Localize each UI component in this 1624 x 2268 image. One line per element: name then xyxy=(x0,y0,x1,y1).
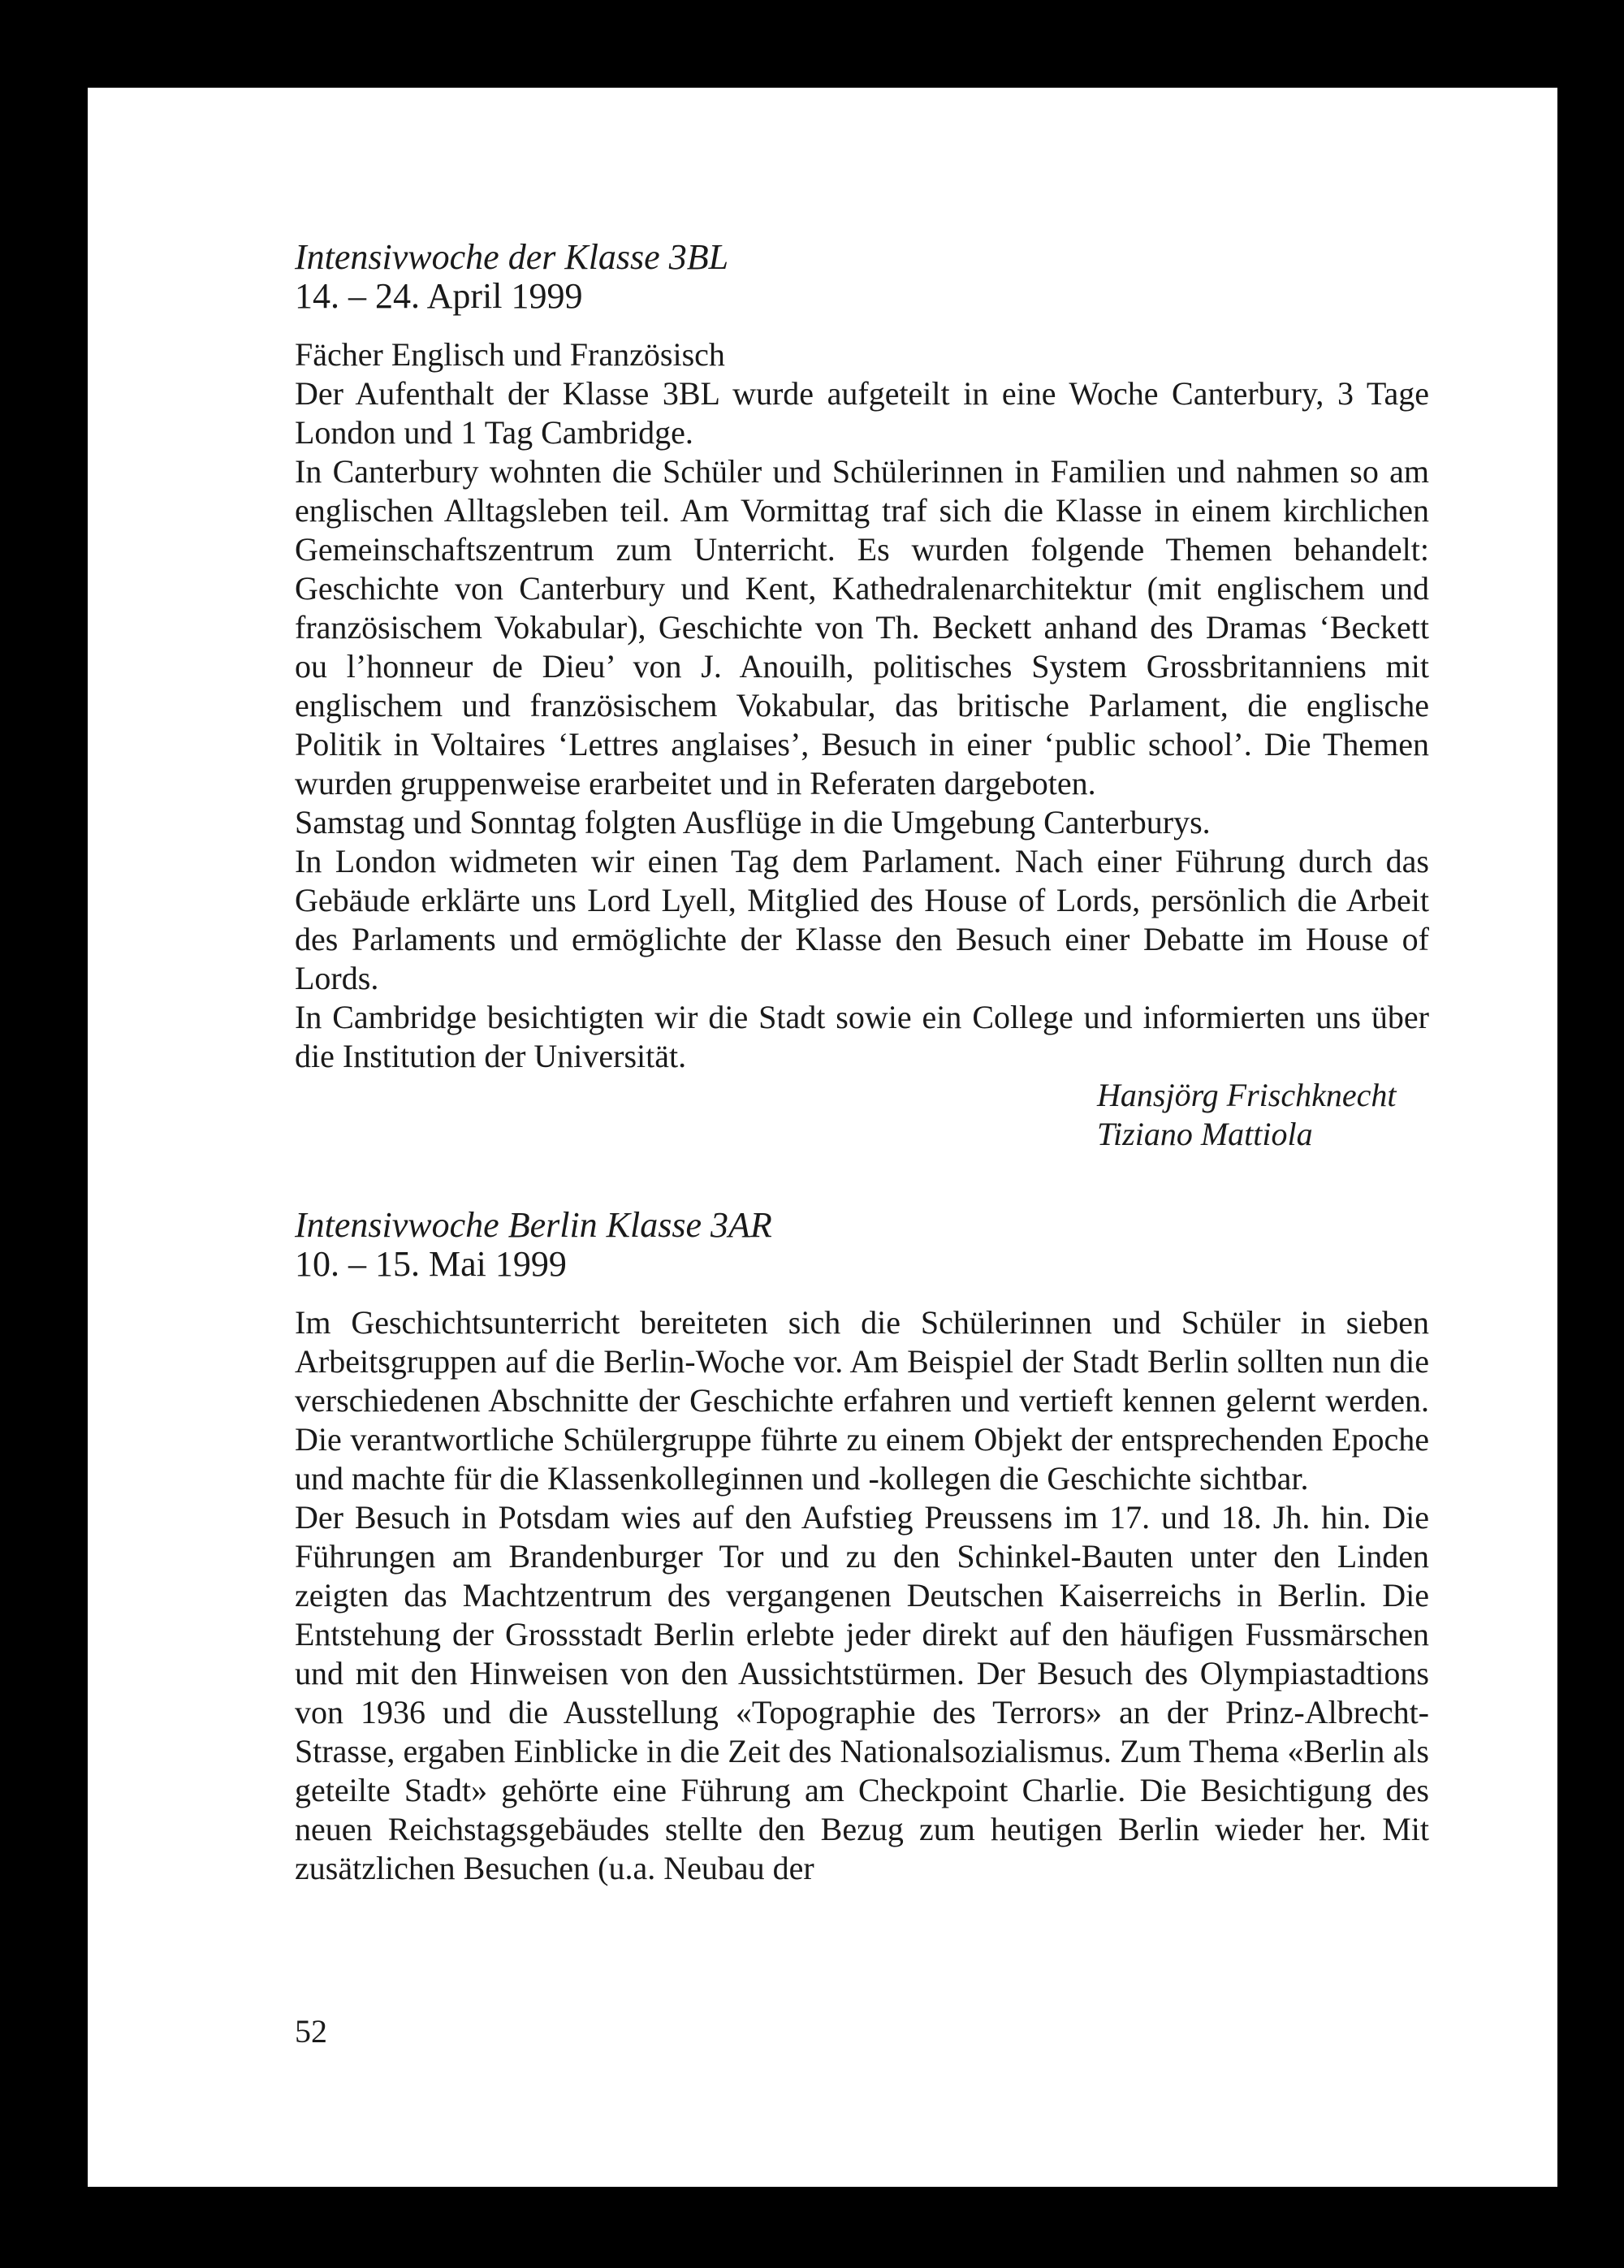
section-1-paragraph: In London widmeten wir einen Tag dem Parlament. Nach einer Führung durch das Gebäude erklärte uns Lord Lyell, Mitglied des House of Lords, persönlich die Arbeit des Parlaments und ermöglichte der Klasse den Besuch einer Debatte im House of Lords. xyxy=(295,843,1429,996)
section-1-paragraph: Samstag und Sonntag folgten Ausflüge in die Umgebung Canterburys. xyxy=(295,804,1211,840)
section-1-date: 14. – 24. April 1999 xyxy=(295,276,583,316)
signature-author: Hansjörg Frischknecht xyxy=(1097,1077,1397,1113)
page-content xyxy=(295,238,1429,1888)
section-2-title: Intensivwoche Berlin Klasse 3AR xyxy=(295,1205,772,1245)
signature-author: Tiziano Mattiola xyxy=(1097,1116,1313,1152)
section-1-paragraph: In Canterbury wohnten die Schüler und Schülerinnen in Familien und nahmen so am englischen Alltagsleben teil. Am Vormittag traf sich die Klasse in einem kirchlichen Gemeinschaftszentrum zum Unterricht. Es wurden folgende Themen behandelt: Geschichte von Canterbury und Kent, Kathedralenarchitektur (mit englischem und französischem Vokabular), Geschichte von Th. Beckett anhand des Dramas ‘Beckett ou l’honneur de Dieu’ von J. Anouilh, politisches System Grossbritanniens mit englischem und französischem Vokabular, das britische Parlament, die englische Politik in Voltaires ‘Lettres anglaises’, Besuch in einer ‘public school’. Die Themen wurden gruppenweise erarbeitet und in Referaten dargeboten. xyxy=(295,453,1429,801)
section-1-paragraph: Der Aufenthalt der Klasse 3BL wurde aufgeteilt in eine Woche Canterbury, 3 Tage London und 1 Tag Cambridge. xyxy=(295,375,1429,451)
section-1-paragraph: Fächer Englisch und Französisch xyxy=(295,336,725,373)
page-number: 52 xyxy=(295,2013,327,2050)
document-page xyxy=(88,88,1557,2187)
section-2-paragraph: Im Geschichtsunterricht bereiteten sich die Schülerinnen und Schüler in sieben Arbeitsgruppen auf die Berlin-Woche vor. Am Beispiel der Stadt Berlin sollten nun die verschiedenen Abschnitte der Geschichte erfahren und vertieft kennen gelernt werden. Die verantwortliche Schülergruppe führte zu einem Objekt der entsprechenden Epoche und machte für die Klassenkolleginnen und -kollegen die Geschichte sichtbar. xyxy=(295,1304,1429,1497)
signature-block xyxy=(295,1076,1429,1154)
section-1-paragraph: In Cambridge besichtigten wir die Stadt sowie ein College und informierten uns über die Institution der Universität. xyxy=(295,999,1429,1074)
section-2-date: 10. – 15. Mai 1999 xyxy=(295,1244,567,1284)
section-1-title: Intensivwoche der Klasse 3BL xyxy=(295,237,729,277)
section-2-paragraph: Der Besuch in Potsdam wies auf den Aufstieg Preussens im 17. und 18. Jh. hin. Die Führungen am Brandenburger Tor und zu den Schinkel-Bauten unter den Linden zeigten das Machtzentrum des vergangenen Deutschen Kaiserreichs in Berlin. Die Entstehung der Grossstadt Berlin erlebte jeder direkt auf den häufigen Fussmärschen und mit den Hinweisen von den Aussichtstürmen. Der Besuch des Olympiastadtions von 1936 und die Ausstellung «Topographie des Terrors» an der Prinz-Albrecht-Strasse, ergaben Einblicke in die Zeit des Nationalsozialismus. Zum Thema «Berlin als geteilte Stadt» gehörte eine Führung am Checkpoint Charlie. Die Besichtigung des neuen Reichstagsgebäudes stellte den Bezug zum heutigen Berlin wieder her. Mit zusätzlichen Besuchen (u.a. Neubau der xyxy=(295,1499,1429,1886)
